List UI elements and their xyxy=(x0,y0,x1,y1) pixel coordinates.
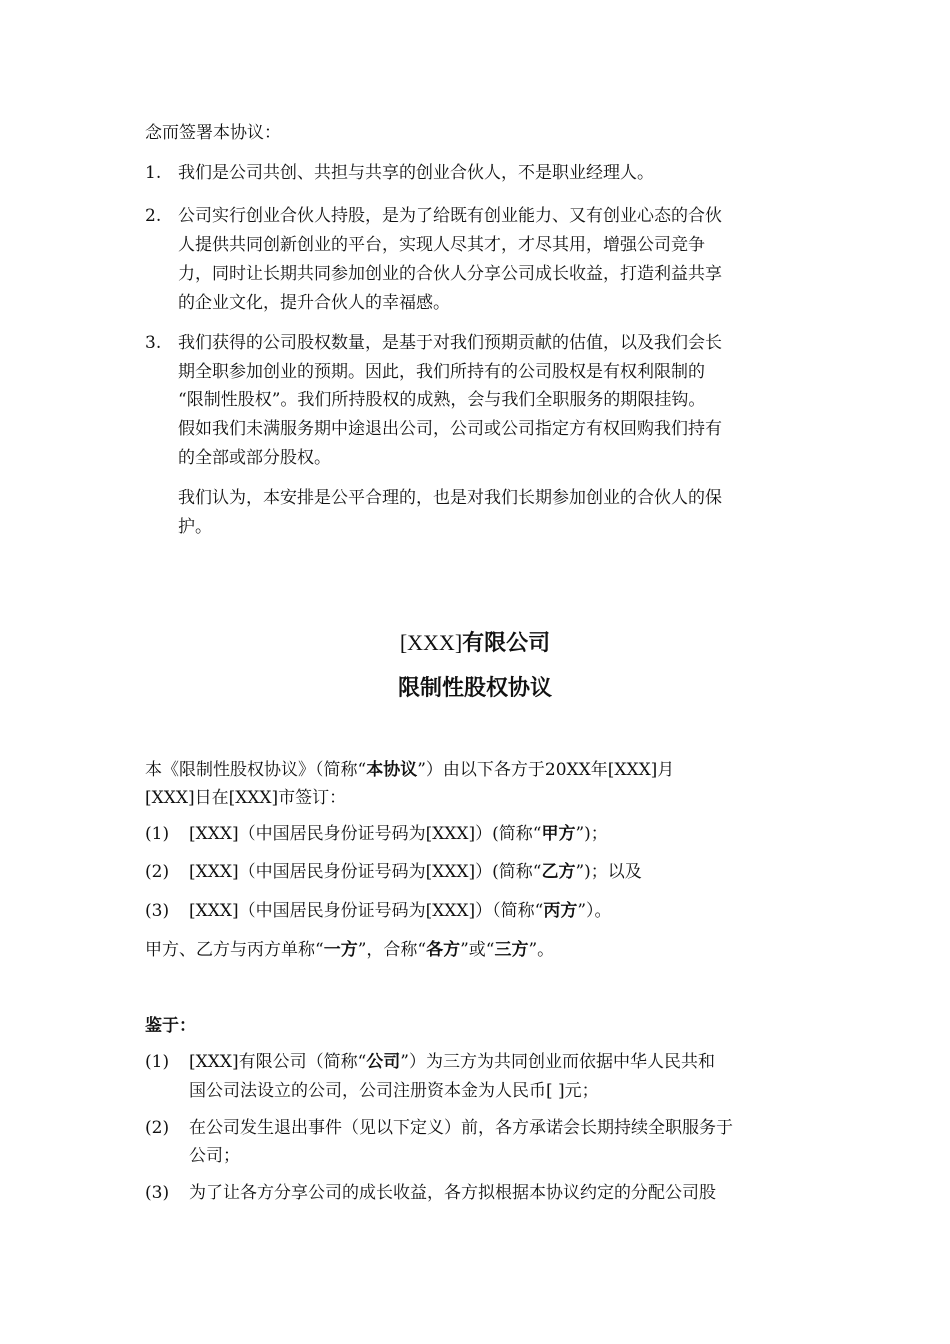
whereas-heading: 鉴于： xyxy=(145,1016,196,1036)
company-title xyxy=(0,627,950,660)
party-number: (2) xyxy=(145,862,170,882)
whereas-term: 公司 xyxy=(366,1052,401,1072)
party-text: ”）。 xyxy=(577,901,612,921)
collective-line xyxy=(145,936,554,964)
preamble-line xyxy=(145,756,674,784)
collective-term: 一方 xyxy=(323,940,358,960)
preamble-line: [XXX]日在[XXX]市签订： xyxy=(145,788,347,808)
whereas-line: 在公司发生退出事件（见以下定义）前，各方承诺会长期持续全职服务于 xyxy=(189,1118,733,1138)
preamble-defined-term: 本协议 xyxy=(366,760,418,780)
party-text: [XXX]（中国居民身份证号码为[XXX]）（简称“ xyxy=(189,901,544,921)
whereas-text: [XXX]有限公司（简称“ xyxy=(189,1052,367,1072)
preamble-text: ”）由以下各方于20XX年[XXX]月 xyxy=(417,760,675,780)
list-item-line: 人提供共同创新创业的平台，实现人尽其才，才尽其用，增强公司竞争 xyxy=(178,235,705,255)
collective-text: ”或“ xyxy=(460,940,495,960)
party-line xyxy=(189,897,612,925)
collective-text: 甲方、乙方与丙方单称“ xyxy=(145,940,324,960)
list-item-line: 我们获得的公司股权数量，是基于对我们预期贡献的估值，以及我们会长 xyxy=(178,333,722,353)
whereas-number: (3) xyxy=(145,1183,170,1203)
party-defined-term: 甲方 xyxy=(541,824,576,844)
whereas-line: 国公司法设立的公司，公司注册资本金为人民币[ ]元； xyxy=(189,1081,599,1101)
party-number: (1) xyxy=(145,824,170,844)
list-item-line: 期全职参加创业的预期。因此，我们所持有的公司股权是有权利限制的 xyxy=(178,362,705,382)
whereas-number: (2) xyxy=(145,1118,170,1138)
collective-term: 三方 xyxy=(494,940,529,960)
list-item-line: 力，同时让长期共同参加创业的合伙人分享公司成长收益，打造利益共享 xyxy=(178,264,722,284)
closing-line: 护。 xyxy=(178,517,212,537)
whereas-text: ”）为三方为共同创业而依据中华人民共和 xyxy=(400,1052,715,1072)
list-number: 2. xyxy=(145,206,162,226)
intro-line: 念而签署本协议： xyxy=(145,123,281,143)
list-number: 1. xyxy=(145,163,162,183)
party-number: (3) xyxy=(145,901,170,921)
company-suffix: 有限公司 xyxy=(462,631,551,656)
collective-term: 各方 xyxy=(426,940,461,960)
document-title: 限制性股权协议 xyxy=(397,676,552,701)
party-line xyxy=(189,820,608,848)
collective-text: ”，合称“ xyxy=(357,940,427,960)
collective-text: ”。 xyxy=(528,940,555,960)
whereas-number: (1) xyxy=(145,1052,170,1072)
whereas-line xyxy=(189,1048,715,1076)
company-placeholder: [XXX] xyxy=(399,630,463,655)
closing-line: 我们认为，本安排是公平合理的，也是对我们长期参加创业的合伙人的保 xyxy=(178,488,722,508)
party-defined-term: 丙方 xyxy=(543,901,578,921)
party-text: ”)； xyxy=(575,824,608,844)
whereas-line: 公司； xyxy=(189,1146,240,1166)
list-item-line: “限制性股权”。我们所持股权的成熟，会与我们全职服务的期限挂钩。 xyxy=(178,390,706,410)
party-text: [XXX]（中国居民身份证号码为[XXX]）(简称“ xyxy=(189,824,542,844)
whereas-line: 为了让各方分享公司的成长收益，各方拟根据本协议约定的分配公司股 xyxy=(189,1183,716,1203)
party-line xyxy=(189,858,642,886)
list-item-line: 我们是公司共创、共担与共享的创业合伙人，不是职业经理人。 xyxy=(178,163,654,183)
list-item-line: 公司实行创业合伙人持股，是为了给既有创业能力、又有创业心态的合伙 xyxy=(178,206,722,226)
list-item-line: 的企业文化，提升合伙人的幸福感。 xyxy=(178,293,450,313)
list-item-line: 的全部或部分股权。 xyxy=(178,448,331,468)
list-number: 3. xyxy=(145,333,162,353)
party-text: [XXX]（中国居民身份证号码为[XXX]）(简称“ xyxy=(189,862,542,882)
preamble-text: 本《限制性股权协议》（简称“ xyxy=(145,760,367,780)
list-item-line: 假如我们未满服务期中途退出公司，公司或公司指定方有权回购我们持有 xyxy=(178,419,722,439)
party-text: ”)；以及 xyxy=(575,862,642,882)
party-defined-term: 乙方 xyxy=(541,862,576,882)
